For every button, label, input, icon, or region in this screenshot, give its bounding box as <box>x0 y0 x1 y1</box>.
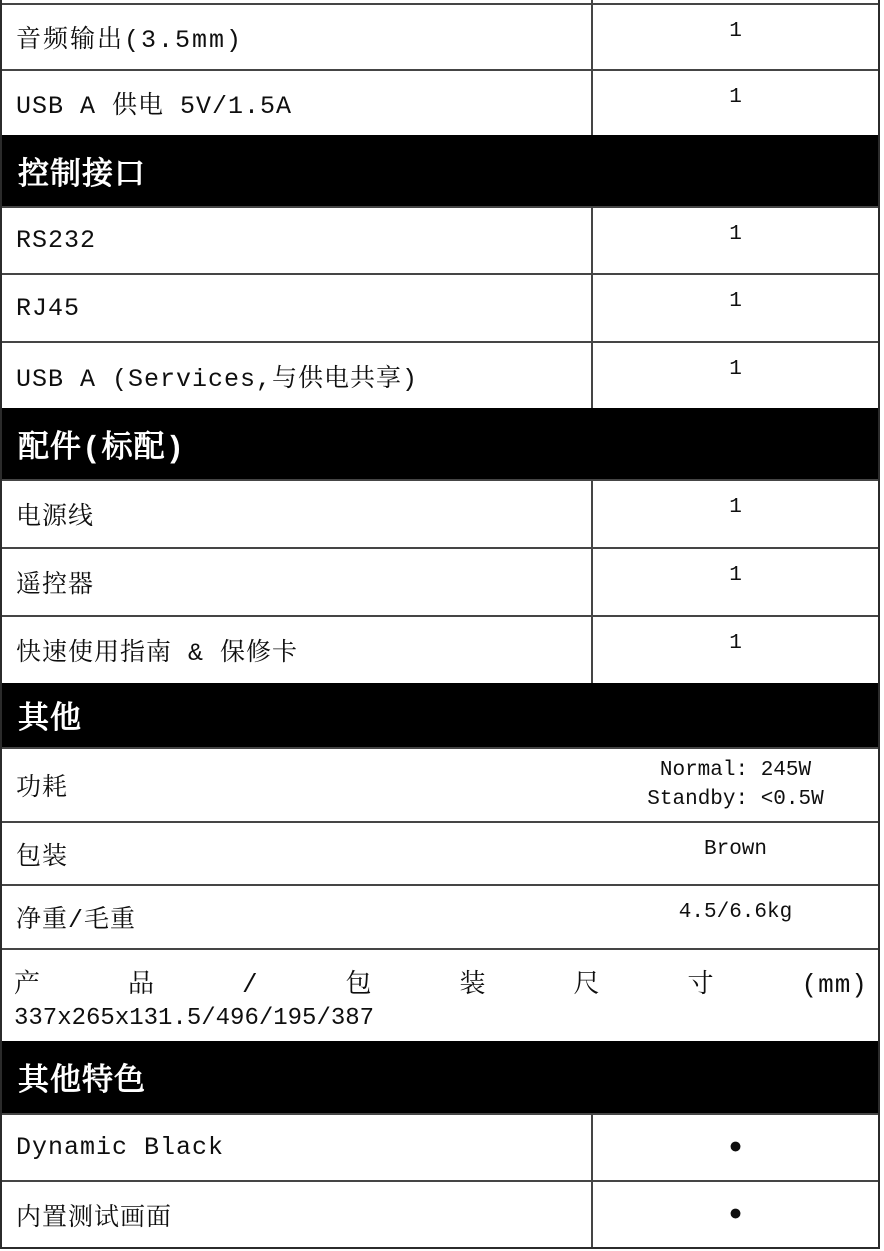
spec-value <box>593 1115 878 1180</box>
spec-value: Brown <box>703 838 767 861</box>
spec-value: 4.5/6.6kg <box>678 901 793 924</box>
section-header-accessories <box>2 408 878 479</box>
spec-label: 净重/毛重 <box>16 906 137 935</box>
spec-label: 遥控器 <box>2 549 593 615</box>
spec-label: 包装 <box>16 842 69 872</box>
dimensions-title <box>14 963 868 1000</box>
spec-value: 1 <box>729 496 742 519</box>
spec-value <box>593 1182 878 1247</box>
spec-label: 快速使用指南 & 保修卡 <box>2 617 593 683</box>
dim-part: (mm) <box>801 970 868 1000</box>
spec-value <box>593 749 878 821</box>
table-row-weight <box>2 884 878 948</box>
spec-label: RS232 <box>2 208 593 273</box>
table-row-packaging <box>2 821 878 884</box>
dim-part: 寸 <box>687 970 715 1000</box>
spec-value: 1 <box>729 290 742 313</box>
spec-label: USB A (Services,与供电共享) <box>2 343 593 408</box>
spec-label: Dynamic Black <box>2 1115 593 1180</box>
dim-part: 装 <box>459 970 487 1000</box>
section-header-others <box>2 683 878 747</box>
power-standby: Standby: <0.5W <box>647 788 824 811</box>
spec-value: 1 <box>729 564 742 587</box>
spec-label: 内置测试画面 <box>2 1182 593 1247</box>
table-row-power-cord <box>2 479 878 547</box>
table-row-usb-power <box>2 69 878 135</box>
power-normal: Normal: 245W <box>659 759 812 782</box>
spec-value: 1 <box>729 632 742 655</box>
table-row-usb-services <box>2 341 878 408</box>
section-title: 其他特色 <box>18 1065 146 1100</box>
table-row-dimensions <box>2 948 878 1041</box>
spec-value: 1 <box>729 20 742 43</box>
feature-dot-icon: ● <box>728 1134 743 1160</box>
table-row-quick-guide <box>2 615 878 683</box>
spec-label: 电源线 <box>2 481 593 547</box>
section-title: 控制接口 <box>18 158 146 194</box>
dim-part: 包 <box>345 970 373 1000</box>
spec-label: RJ45 <box>2 275 593 341</box>
dim-part: 产 <box>14 970 42 1000</box>
section-title: 其他 <box>18 703 82 738</box>
dim-part: 品 <box>127 970 155 1000</box>
table-row-power-consumption <box>2 747 878 821</box>
section-header-control-ports <box>2 135 878 206</box>
spec-label: 音频输出(3.5mm) <box>2 5 593 69</box>
table-row-test-pattern <box>2 1180 878 1247</box>
spec-value: 1 <box>729 358 742 381</box>
table-row-rs232 <box>2 206 878 273</box>
table-row-remote <box>2 547 878 615</box>
spec-label: 功耗 <box>16 774 69 803</box>
dimensions-value: 337x265x131.5/496/195/387 <box>14 1005 375 1032</box>
dim-part: 尺 <box>573 970 601 1000</box>
spec-value: 1 <box>729 86 742 109</box>
spec-value: 1 <box>729 223 742 246</box>
section-title: 配件(标配) <box>18 431 186 467</box>
table-row-dynamic-black <box>2 1113 878 1180</box>
spec-label: USB A 供电 5V/1.5A <box>2 71 593 135</box>
dim-part: / <box>241 970 259 1000</box>
feature-dot-icon: ● <box>728 1201 743 1227</box>
table-row-rj45 <box>2 273 878 341</box>
section-header-other-features <box>2 1041 878 1113</box>
table-row-audio-out <box>2 3 878 69</box>
